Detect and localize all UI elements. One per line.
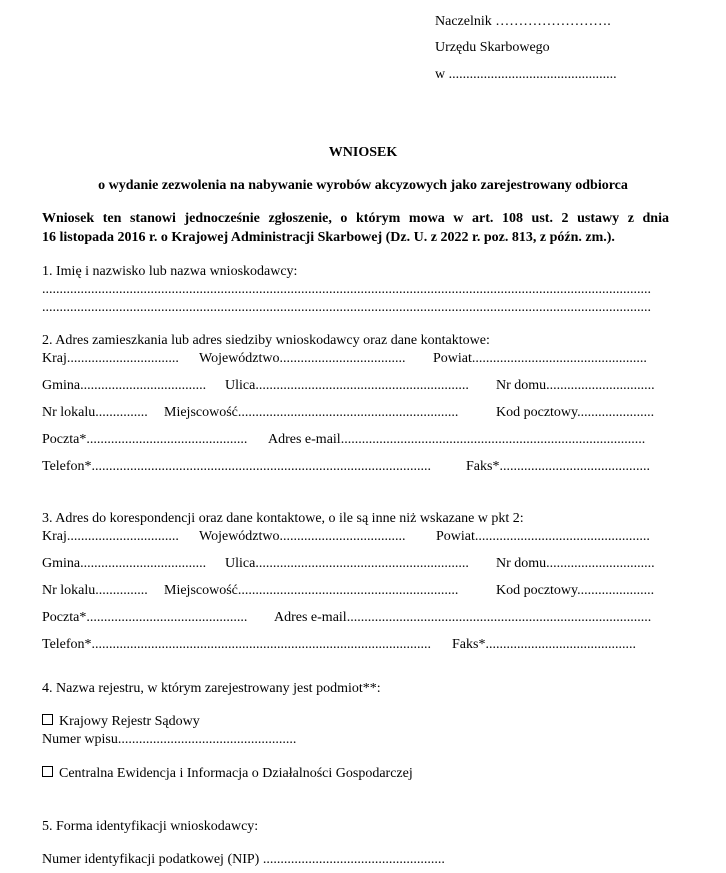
notice-line-1: Wniosek ten stanowi jednocześnie zgłoszenie, o którym mowa w art. 108 ust. 2 ustawy z dnia [42,211,669,226]
section3-gmina-field[interactable]: Gmina.................................... [42,556,207,571]
section1-name-field-2[interactable]: .............................................................................................................................................................................. [42,300,651,315]
numer-wpisu-field[interactable]: Numer wpisu................................................... [42,732,297,747]
section2-kod-pocztowy-field[interactable]: Kod pocztowy...................... [496,405,655,420]
addressee-office: Urzędu Skarbowego [435,40,550,55]
section2-row-phone [42,458,669,475]
section3-powiat-field[interactable]: Powiat.................................................. [436,529,650,544]
section3-poczta-field[interactable]: Poczta*.............................................. [42,610,248,625]
section3-row-mail [42,609,669,626]
section2-row-mail [42,431,669,448]
section3-ulica-field[interactable]: Ulica............................................................. [225,556,469,571]
section2-email-field[interactable]: Adres e-mail....................................................................................... [268,432,646,447]
section2-row-location [42,350,669,367]
section3-nr-lokalu-field[interactable]: Nr lokalu............... [42,583,148,598]
document-title: WNIOSEK [328,145,398,160]
section2-row-city [42,404,669,421]
register-option-ceidg[interactable] [42,765,413,782]
section3-row-phone [42,636,669,653]
section5-label: 5. Forma identyfikacji wnioskodawcy: [42,819,259,834]
section3-telefon-field[interactable]: Telefon*................................................................................................. [42,637,432,652]
section3-wojewodztwo-field[interactable]: Województwo.................................... [199,529,406,544]
section3-row-city [42,582,669,599]
register-option-krs[interactable] [42,713,200,730]
section2-wojewodztwo-field[interactable]: Województwo.................................... [199,351,406,366]
section2-gmina-field[interactable]: Gmina.................................... [42,378,207,393]
nip-field[interactable]: Numer identyfikacji podatkowej (NIP) .................................................... [42,852,445,867]
section3-faks-field[interactable]: Faks*........................................... [452,637,636,652]
section2-miejscowosc-field[interactable]: Miejscowość............................................................... [164,405,459,420]
section2-label: 2. Adres zamieszkania lub adres siedziby wnioskodawcy oraz dane kontaktowe: [42,333,490,348]
section2-nr-lokalu-field[interactable]: Nr lokalu............... [42,405,148,420]
section2-telefon-field[interactable]: Telefon*................................................................................................. [42,459,432,474]
checkbox-ceidg[interactable] [42,766,53,777]
section2-kraj-field[interactable]: Kraj................................ [42,351,179,366]
section2-poczta-field[interactable]: Poczta*.............................................. [42,432,248,447]
section2-row-street [42,377,669,394]
section3-kod-pocztowy-field[interactable]: Kod pocztowy...................... [496,583,655,598]
section3-label: 3. Adres do korespondencji oraz dane kontaktowe, o ile są inne niż wskazane w pkt 2: [42,511,524,526]
section3-row-street [42,555,669,572]
section2-nr-domu-field[interactable]: Nr domu............................... [496,378,655,393]
section3-email-field[interactable]: Adres e-mail....................................................................................... [274,610,652,625]
document-subtitle: o wydanie zezwolenia na nabywanie wyrobów akcyzowych jako zarejestrowany odbiorca [98,178,628,193]
section3-miejscowosc-field[interactable]: Miejscowość............................................................... [164,583,459,598]
section3-kraj-field[interactable]: Kraj................................ [42,529,179,544]
section2-powiat-field[interactable]: Powiat.................................................. [433,351,647,366]
addressee-city-field[interactable]: w ................................................ [435,67,617,82]
section1-label: 1. Imię i nazwisko lub nazwa wnioskodawcy: [42,264,298,279]
section4-label: 4. Nazwa rejestru, w którym zarejestrowany jest podmiot**: [42,681,381,696]
notice-line-2: 16 listopada 2016 r. o Krajowej Administracji Skarbowej (Dz. U. z 2022 r. poz. 813, z późn. zm.). [42,230,615,245]
section2-ulica-field[interactable]: Ulica............................................................. [225,378,469,393]
section3-row-location [42,528,669,545]
section1-name-field-1[interactable]: .............................................................................................................................................................................. [42,282,651,297]
register-option-ceidg-label: Centralna Ewidencja i Informacja o Działalności Gospodarczej [59,766,413,781]
register-option-krs-label: Krajowy Rejestr Sądowy [59,714,200,729]
checkbox-krs[interactable] [42,714,53,725]
addressee-naczelnik: Naczelnik ……………………. [435,14,611,29]
section2-faks-field[interactable]: Faks*........................................... [466,459,650,474]
section3-nr-domu-field[interactable]: Nr domu............................... [496,556,655,571]
